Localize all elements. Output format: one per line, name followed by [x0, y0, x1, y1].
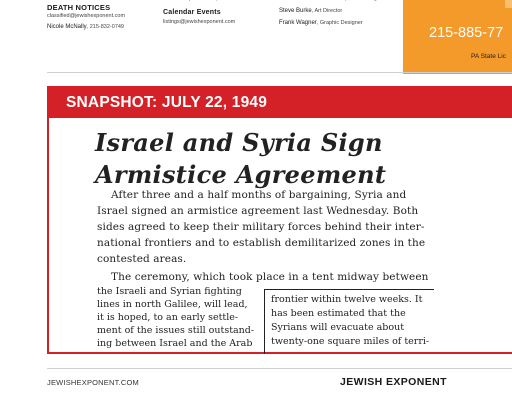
top-divider — [47, 72, 512, 73]
paragraph-line: contested areas. — [97, 253, 187, 265]
listings-email: listings@jewishexponent.com — [163, 19, 236, 25]
graphic-designer-name: Frank Wagner — [279, 20, 317, 26]
paragraph-line: Israel signed an armistice agreement last Wednesday. Both — [97, 205, 419, 217]
advertisement-box — [403, 0, 512, 74]
death-notices-heading: DEATH NOTICES — [47, 3, 111, 12]
designer-cut-line — [279, 0, 388, 1]
art-director-line — [279, 8, 342, 14]
classified-contact — [47, 24, 124, 30]
right-column-line: has been estimated that the — [271, 308, 406, 319]
newspaper-clipping — [49, 118, 512, 354]
art-director-name: Steve Burke — [279, 8, 312, 14]
paragraph-line: The ceremony, which took place in a tent midway between — [111, 271, 429, 283]
classified-email: classified@jewishexponent.com — [47, 13, 126, 19]
snapshot-panel — [47, 86, 512, 354]
snapshot-banner — [49, 88, 512, 118]
contact-phone: , 215-832-0749 — [86, 24, 124, 30]
column-rule-horizontal — [264, 289, 434, 290]
footer-divider — [47, 368, 512, 369]
snapshot-title: SNAPSHOT: JULY 22, 1949 — [66, 94, 268, 111]
left-column-line: ment of the issues still outstand- — [97, 325, 255, 336]
ad-corner-tab — [505, 0, 512, 8]
left-column-line: ing between Israel and the Arab — [97, 338, 253, 349]
headline-line-1: Israel and Syria Sign — [95, 128, 383, 157]
letters-email — [163, 0, 253, 1]
art-director-role: , Art Director — [311, 8, 343, 14]
right-column-line: twenty-one square miles of terri- — [271, 336, 430, 347]
graphic-designer-role: , Graphic Designer — [316, 20, 363, 26]
footer-publication-name: JEWISH EXPONENT — [340, 376, 447, 388]
left-column-line: the Israeli and Syrian fighting — [97, 286, 242, 297]
calendar-events-heading: Calendar Events — [163, 9, 221, 16]
paragraph-line: national frontiers and to establish demilitarized zones in the — [97, 237, 426, 249]
ad-phone-number: 215-885-77 — [429, 25, 504, 41]
right-column-line: Syrians will evacuate about — [271, 322, 405, 333]
footer-site-url: JEWISHEXPONENT.COM — [47, 378, 139, 387]
column-rule-vertical — [264, 289, 265, 354]
headline-line-2: Armistice Agreement — [95, 160, 387, 189]
contact-name: Nicole McNally — [47, 24, 87, 30]
paragraph-line: sides agreed to keep their military forces behind their inter- — [97, 221, 425, 233]
right-column-line: frontier within twelve weeks. It — [271, 294, 423, 305]
ad-license: PA State Lic — [471, 53, 506, 60]
left-column-line: lines in north Galilee, will lead, — [97, 299, 248, 310]
left-column-line: it is hoped, to an early settle- — [97, 312, 239, 323]
graphic-designer-line — [279, 20, 363, 26]
paragraph-line: After three and a half months of bargaining, Syria and — [111, 189, 407, 201]
